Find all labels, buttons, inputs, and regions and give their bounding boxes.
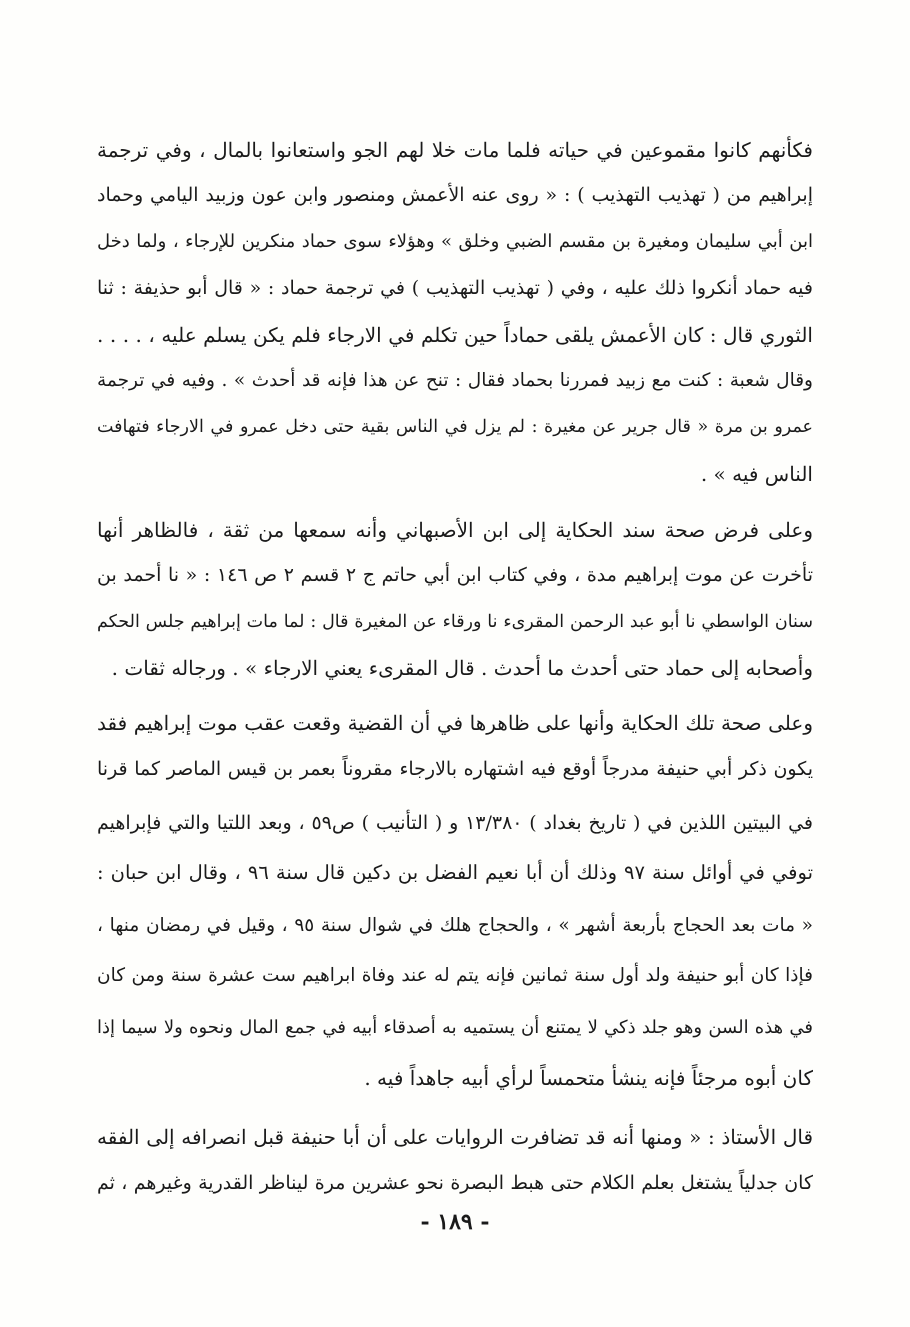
text-line: كان أبوه مرجئاً فإنه ينشأ متحمساً لرأي أبيه جاهداً فيه . [364, 1066, 813, 1090]
text-line: في هذه السن وهو جلد ذكي لا يمتنع أن يستميه به أصدقاء أبيه في جمع المال ونحوه ولا سيما إذا [97, 1017, 813, 1038]
text-line: في البيتين اللذين في ( تاريخ بغداد ) ١٣/٣٨٠ و ( التأنيب ) ص٥٩ ، وبعد اللتيا والتي فإبراهيم [97, 812, 813, 834]
text-line: فكأنهم كانوا مقموعين في حياته فلما مات خلا لهم الجو واستعانوا بالمال ، وفي ترجمة [97, 138, 813, 162]
text-line: وأصحابه إلى حماد حتى أحدث ما أحدث . قال المقرىء يعني الارجاء » . ورجاله ثقات . [111, 656, 813, 680]
text-line: سنان الواسطي نا أبو عبد الرحمن المقرىء نا ورقاء عن المغيرة قال : لما مات إبراهيم جلس الحكم [97, 612, 813, 632]
text-line: كان جدلياً يشتغل بعلم الكلام حتى هبط البصرة نحو عشرين مرة ليناظر القدرية وغيرهم ، ثم [97, 1172, 813, 1194]
text-line: « مات بعد الحجاج بأربعة أشهر » ، والحجاج هلك في شوال سنة ٩٥ ، وقيل في رمضان منها ، [97, 915, 813, 936]
text-line: عمرو بن مرة « قال جرير عن مغيرة : لم يزل في الناس بقية حتى دخل عمرو في الارجاء فتهافت [97, 417, 813, 437]
text-line: فإذا كان أبو حنيفة ولد أول سنة ثمانين فإنه يتم له عند وفاة ابراهيم ست عشرة سنة ومن كان [97, 965, 813, 986]
text-line: الناس فيه » . [700, 462, 813, 486]
text-line: وقال شعبة : كنت مع زبيد فمررنا بحماد فقال : تنح عن هذا فإنه قد أحدث » . وفيه في ترجمة [97, 370, 813, 391]
text-line: ابن أبي سليمان ومغيرة بن مقسم الضبي وخلق » وهؤلاء سوى حماد منكرين للإرجاء ، ولما دخل [97, 231, 813, 252]
text-line: يكون ذكر أبي حنيفة مدرجاً أوقع فيه اشتهاره بالارجاء مقروناً بعمر بن قيس الماصر كما قرنا [97, 758, 813, 780]
text-line: قال الأستاذ : « ومنها أنه قد تضافرت الروايات على أن أبا حنيفة قبل انصرافه إلى الفقه [97, 1125, 813, 1149]
page-number: - ١٨٩ - [420, 1209, 490, 1235]
text-line: تأخرت عن موت إبراهيم مدة ، وفي كتاب ابن أبي حاتم ج ٢ قسم ٢ ص ١٤٦ : « نا أحمد بن [97, 564, 813, 586]
text-line: فيه حماد أنكروا ذلك عليه ، وفي ( تهذيب التهذيب ) في ترجمة حماد : « قال أبو حذيفة : ثنا [97, 277, 813, 299]
text-line: توفي في أوائل سنة ٩٧ وذلك أن أبا نعيم الفضل بن دكين قال سنة ٩٦ ، وقال ابن حبان : [97, 861, 813, 884]
text-line: وعلى فرض صحة سند الحكاية إلى ابن الأصبهاني وأنه سمعها من ثقة ، فالظاهر أنها [97, 518, 813, 542]
text-line: وعلى صحة تلك الحكاية وأنها على ظاهرها في أن القضية وقعت عقب موت إبراهيم فقد [97, 711, 813, 735]
text-line: الثوري قال : كان الأعمش يلقى حماداً حين تكلم في الارجاء فلم يكن يسلم عليه ، . . . . [97, 323, 813, 347]
text-line: إبراهيم من ( تهذيب التهذيب ) : « روى عنه الأعمش ومنصور وابن عون وزبيد اليامي وحماد [97, 184, 813, 206]
